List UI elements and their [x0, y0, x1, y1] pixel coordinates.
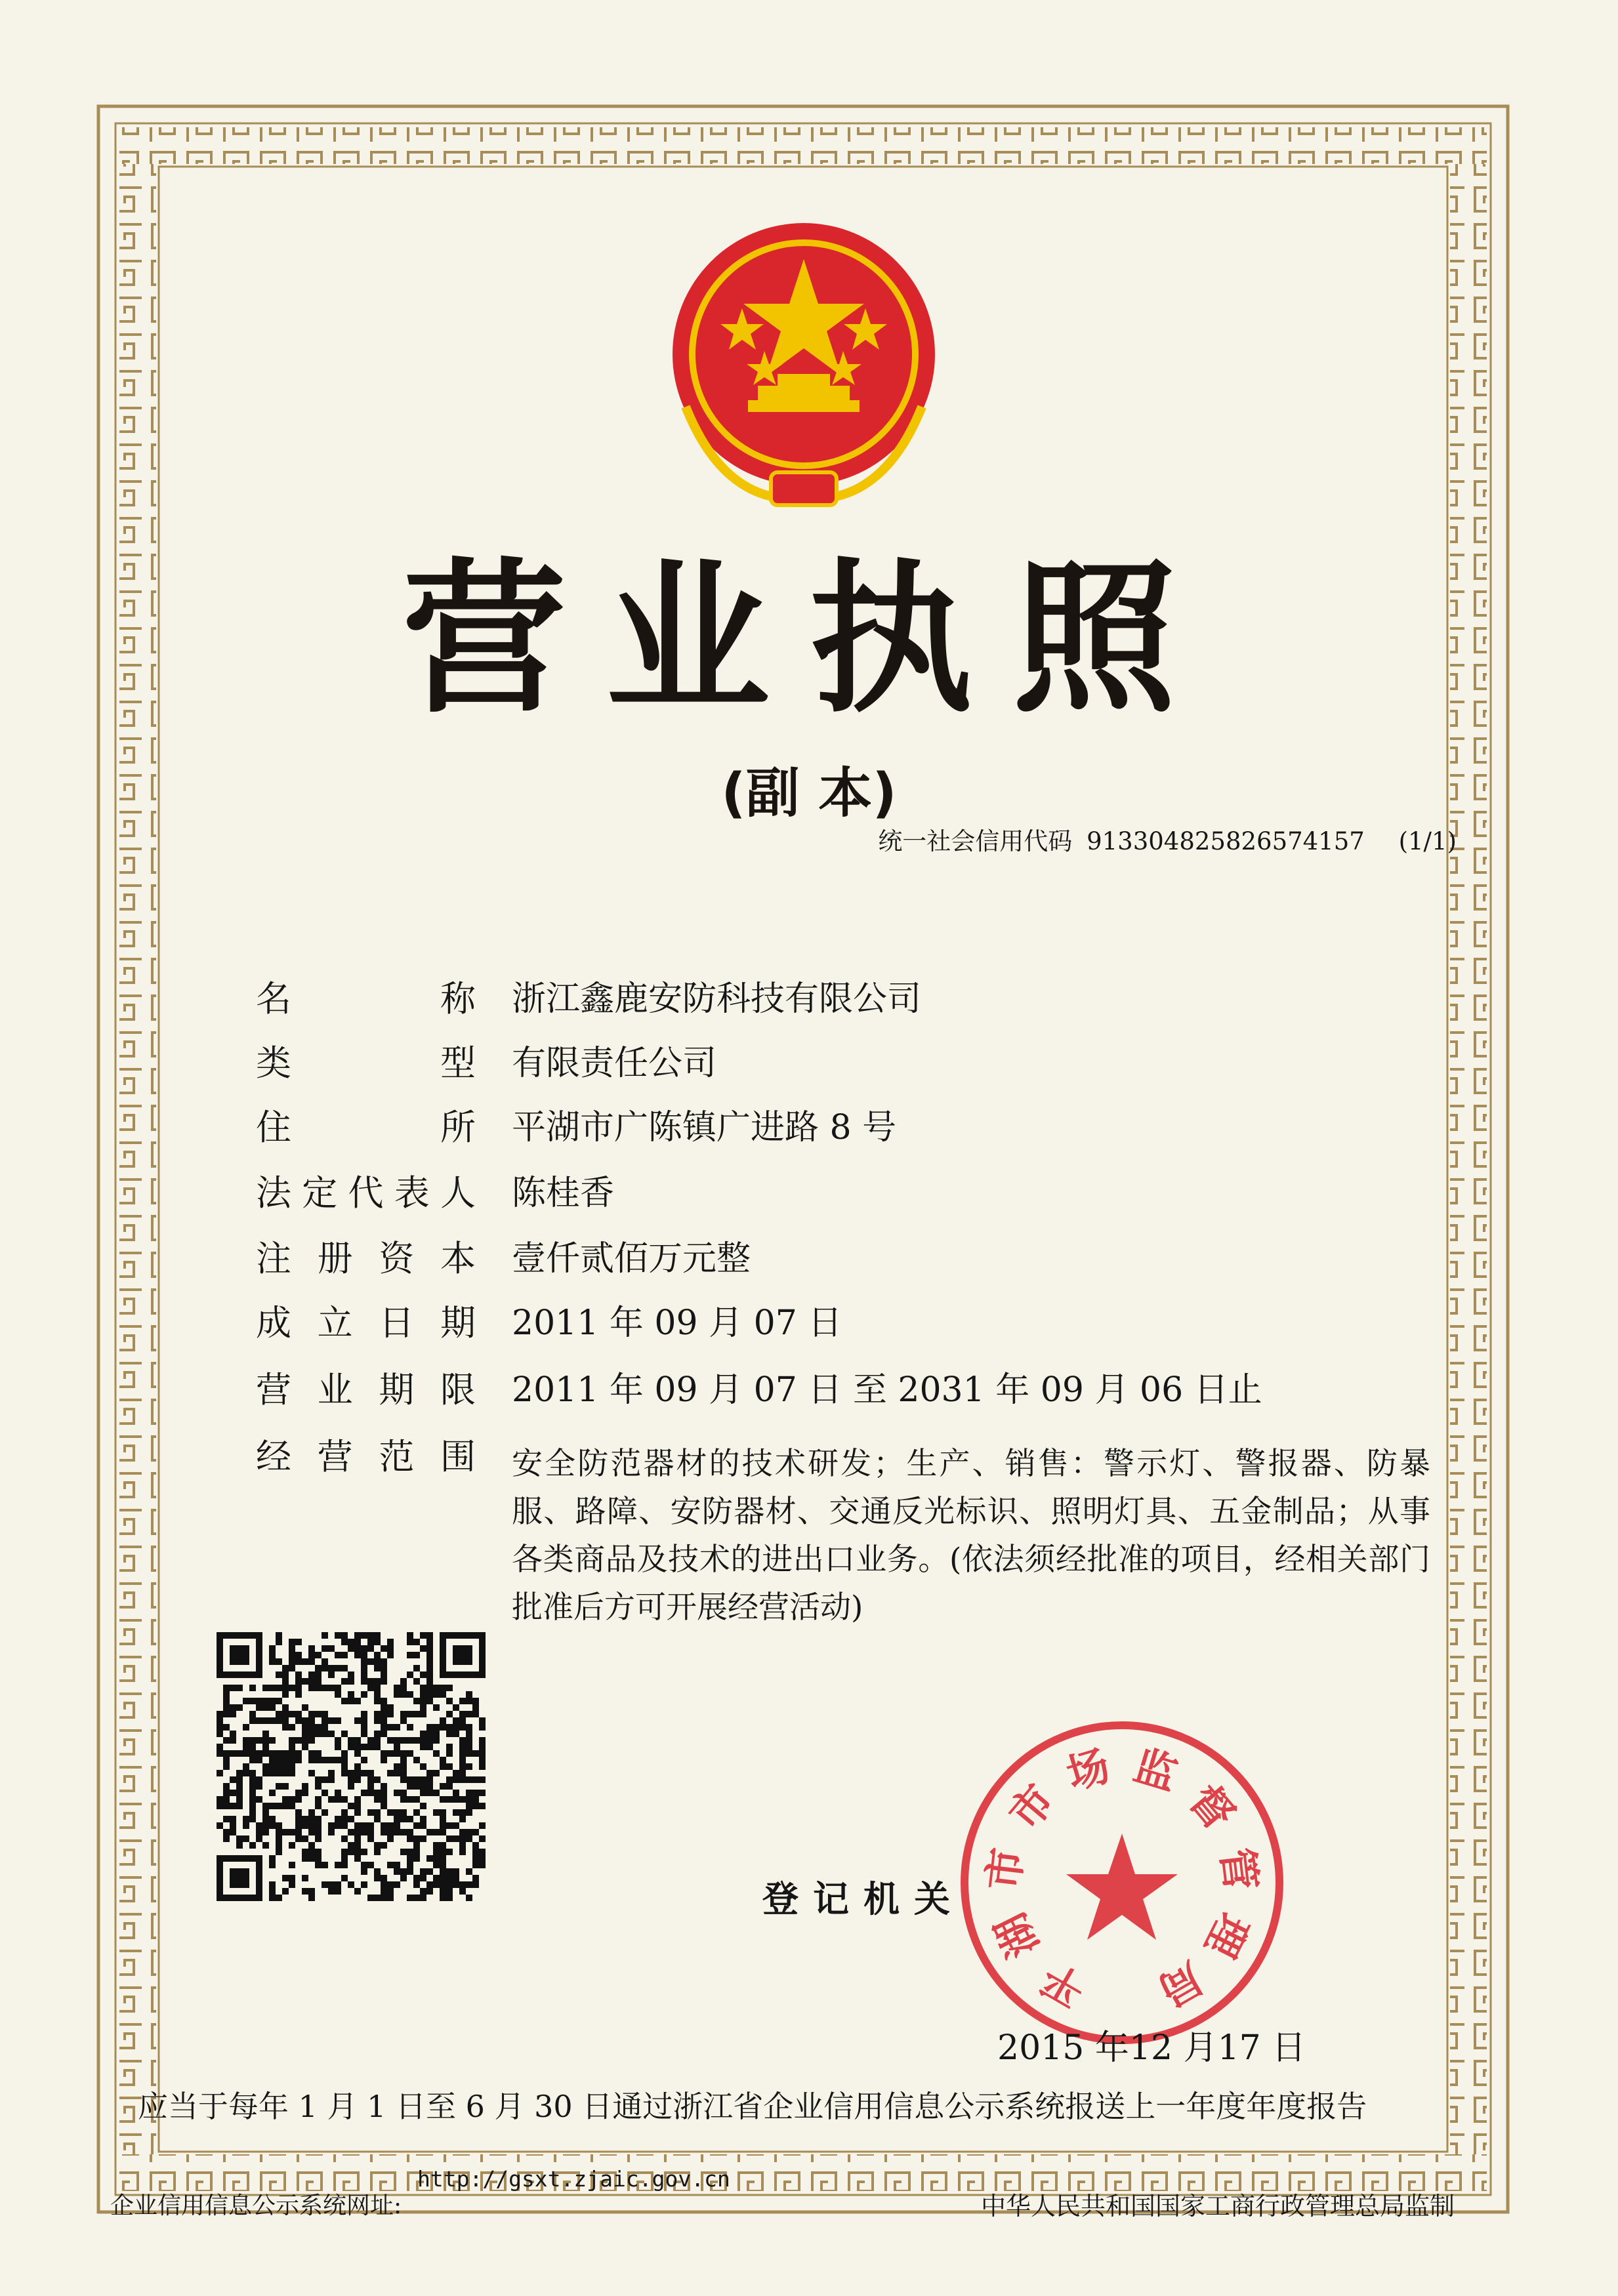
- field-label-char: 人: [440, 1172, 476, 1214]
- official-seal: [945, 1706, 1299, 2060]
- seal-text-char: 督: [1179, 1776, 1244, 1839]
- seal-text-char: 理: [1195, 1905, 1258, 1965]
- field-label: [256, 1368, 476, 1412]
- seal-text-char: 市: [979, 1845, 1033, 1893]
- field-label-char: 期: [440, 1302, 476, 1343]
- seal-text-char: 平: [1033, 1952, 1094, 2016]
- footer-system-label: 企业信用信息公示系统网址:: [110, 2192, 402, 2219]
- field-label-char: 名: [256, 978, 291, 1019]
- field-label-char: 日: [379, 1302, 415, 1343]
- field-label-char: 法: [256, 1172, 291, 1214]
- field-label-char: 期: [379, 1369, 415, 1410]
- field-label-char: 类: [256, 1042, 291, 1084]
- field-label-char: 定: [302, 1172, 338, 1214]
- field-value: 陈桂香: [512, 1174, 615, 1213]
- field-label-char: 营: [317, 1436, 353, 1477]
- field-label-char: 注: [256, 1238, 291, 1279]
- field-label-char: 代: [348, 1172, 384, 1214]
- field-label: [256, 977, 476, 1021]
- field-label-char: 册: [317, 1238, 353, 1279]
- field-label-char: 营: [256, 1369, 291, 1410]
- field-label-char: 业: [317, 1369, 353, 1410]
- field-value: 有限责任公司: [512, 1044, 717, 1083]
- field-value: 2011 年 09 月 07 日 至 2031 年 09 月 06 日止: [512, 1370, 1262, 1410]
- field-label-char: 资: [379, 1238, 415, 1279]
- seal-text-char: 场: [1061, 1741, 1116, 1801]
- field-label-char: 表: [394, 1172, 430, 1214]
- footer-url: http://gsxt.zjaic.gov.cn: [417, 2166, 730, 2192]
- registration-authority-label: 登记机关: [762, 1878, 965, 1920]
- field-label-char: 所: [440, 1107, 476, 1148]
- field-label: [256, 1237, 476, 1281]
- seal-text-char: 管: [1211, 1845, 1265, 1893]
- field-label: [256, 1435, 476, 1479]
- annual-report-notice: 应当于每年 1 月 1 日至 6 月 30 日通过浙江省企业信用信息公示系统报送上一年度年度报告: [138, 2089, 1367, 2124]
- field-label: [256, 1172, 476, 1215]
- field-label-char: 围: [440, 1436, 476, 1477]
- field-label-char: 住: [256, 1107, 291, 1148]
- qr-code: [217, 1632, 486, 1901]
- field-label-char: 型: [440, 1042, 476, 1084]
- issue-date: 2015 年12 月17 日: [997, 2028, 1306, 2068]
- field-value: 安全防范器材的技术研发；生产、销售：警示灯、警报器、防暴服、路障、安防器材、交通反光标识、照明灯具、五金制品；从事各类商品及技术的进出口业务。(依法须经批准的项目，经相关部门批准后方可开展经营活动): [512, 1446, 1430, 1626]
- field-value: 平湖市广陈镇广进路 8 号: [512, 1108, 897, 1147]
- seal-text-char: 监: [1128, 1741, 1183, 1801]
- page-indicator: (1/1): [1398, 827, 1457, 855]
- field-label-char: 成: [256, 1302, 291, 1343]
- field-label: [256, 1106, 476, 1149]
- document-subtitle: (副 本): [721, 762, 897, 825]
- field-label-char: 经: [256, 1436, 291, 1477]
- field-label-char: 立: [317, 1302, 353, 1343]
- field-label-char: 限: [440, 1369, 476, 1410]
- field-label: [256, 1302, 476, 1345]
- seal-text-char: 市: [1000, 1776, 1065, 1839]
- field-value: 2011 年 09 月 07 日: [512, 1303, 842, 1343]
- field-value: 浙江鑫鹿安防科技有限公司: [512, 979, 922, 1019]
- field-label-char: 称: [440, 978, 476, 1019]
- field-label-char: 本: [440, 1238, 476, 1279]
- credit-code-line: [787, 825, 1457, 858]
- credit-code-value: 913304825826574157: [1087, 827, 1365, 855]
- field-label-char: 范: [379, 1436, 415, 1477]
- seal-text-char: 湖: [986, 1905, 1049, 1965]
- national-emblem: [659, 210, 948, 518]
- document-title: 营业执照: [402, 544, 1216, 735]
- footer-supervisor: 中华人民共和国国家工商行政管理总局监制: [981, 2192, 1455, 2221]
- field-value: 壹仟贰佰万元整: [512, 1239, 751, 1279]
- credit-code-label: 统一社会信用代码: [878, 827, 1073, 855]
- seal-text-char: 局: [1150, 1952, 1211, 2016]
- field-label: [256, 1042, 476, 1085]
